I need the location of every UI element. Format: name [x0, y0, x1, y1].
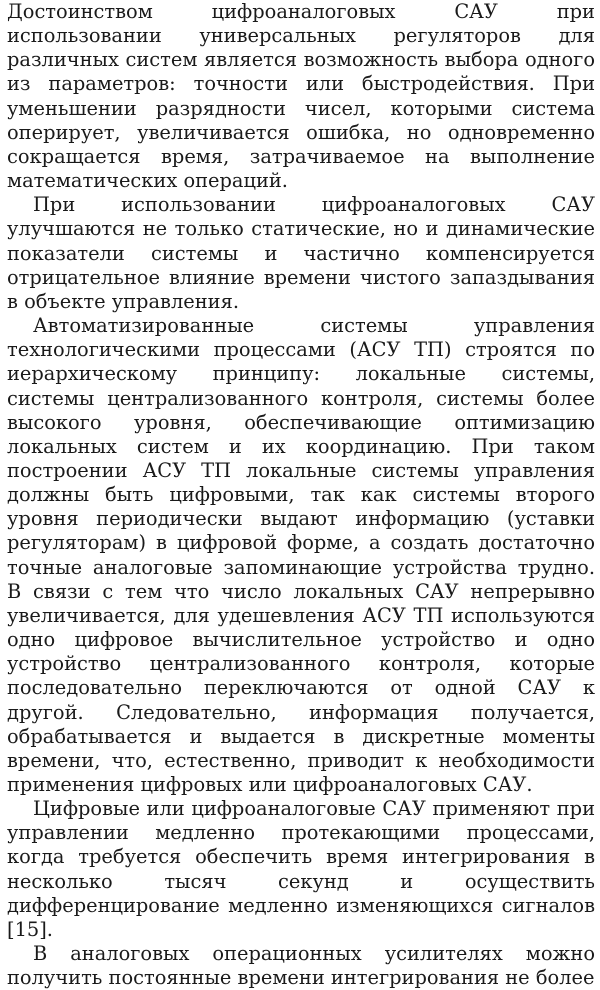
document-page	[7, 0, 595, 990]
paragraph-2: При использовании цифроаналоговых САУ улучшаются не только статические, но и динамические показатели системы и частично компенсируется отрицательное влияние времени чистого запаздывания в объекте управления.	[7, 193, 595, 313]
paragraph-5: В аналоговых операционных усилителях можно получить постоянные времени интегрирования не более	[7, 942, 595, 990]
paragraph-4: Цифровые или цифроаналоговые САУ применяют при управлении медленно протекающими процессами, когда требуется обеспечить время интегрирования в несколько тысяч секунд и осуществить дифференцирование медленно изменяющихся сигналов [15].	[7, 797, 595, 941]
paragraph-1: Достоинством цифроаналоговых САУ при использовании универсальных регуляторов для различных систем является возможность выбора одного из параметров: точности или быстродействия. При уменьшении разрядности чисел, которыми система оперирует, увеличивается ошибка, но одновременно сокращается время, затрачиваемое на выполнение математических операций.	[7, 0, 595, 193]
paragraph-3: Автоматизированные системы управления технологическими процессами (АСУ ТП) строятся по иерархическому принципу: локальные системы, системы централизованного контроля, системы более высокого уровня, обеспечивающие оптимизацию локальных систем и их координацию. При таком построении АСУ ТП локальные системы управления должны быть цифровыми, так как системы второго уровня периодически выдают информацию (уставки регуляторам) в цифровой форме, а создать достаточно точные аналоговые запоминающие устройства трудно. В связи с тем что число локальных САУ непрерывно увеличивается, для удешевления АСУ ТП используются одно цифровое вычислительное устройство и одно устройство централизованного контроля, которые последовательно переключаются от одной САУ к другой. Следовательно, информация получается, обрабатывается и выдается в дискретные моменты времени, что, естественно, приводит к необходимости применения цифровых или цифроаналоговых САУ.	[7, 314, 595, 796]
